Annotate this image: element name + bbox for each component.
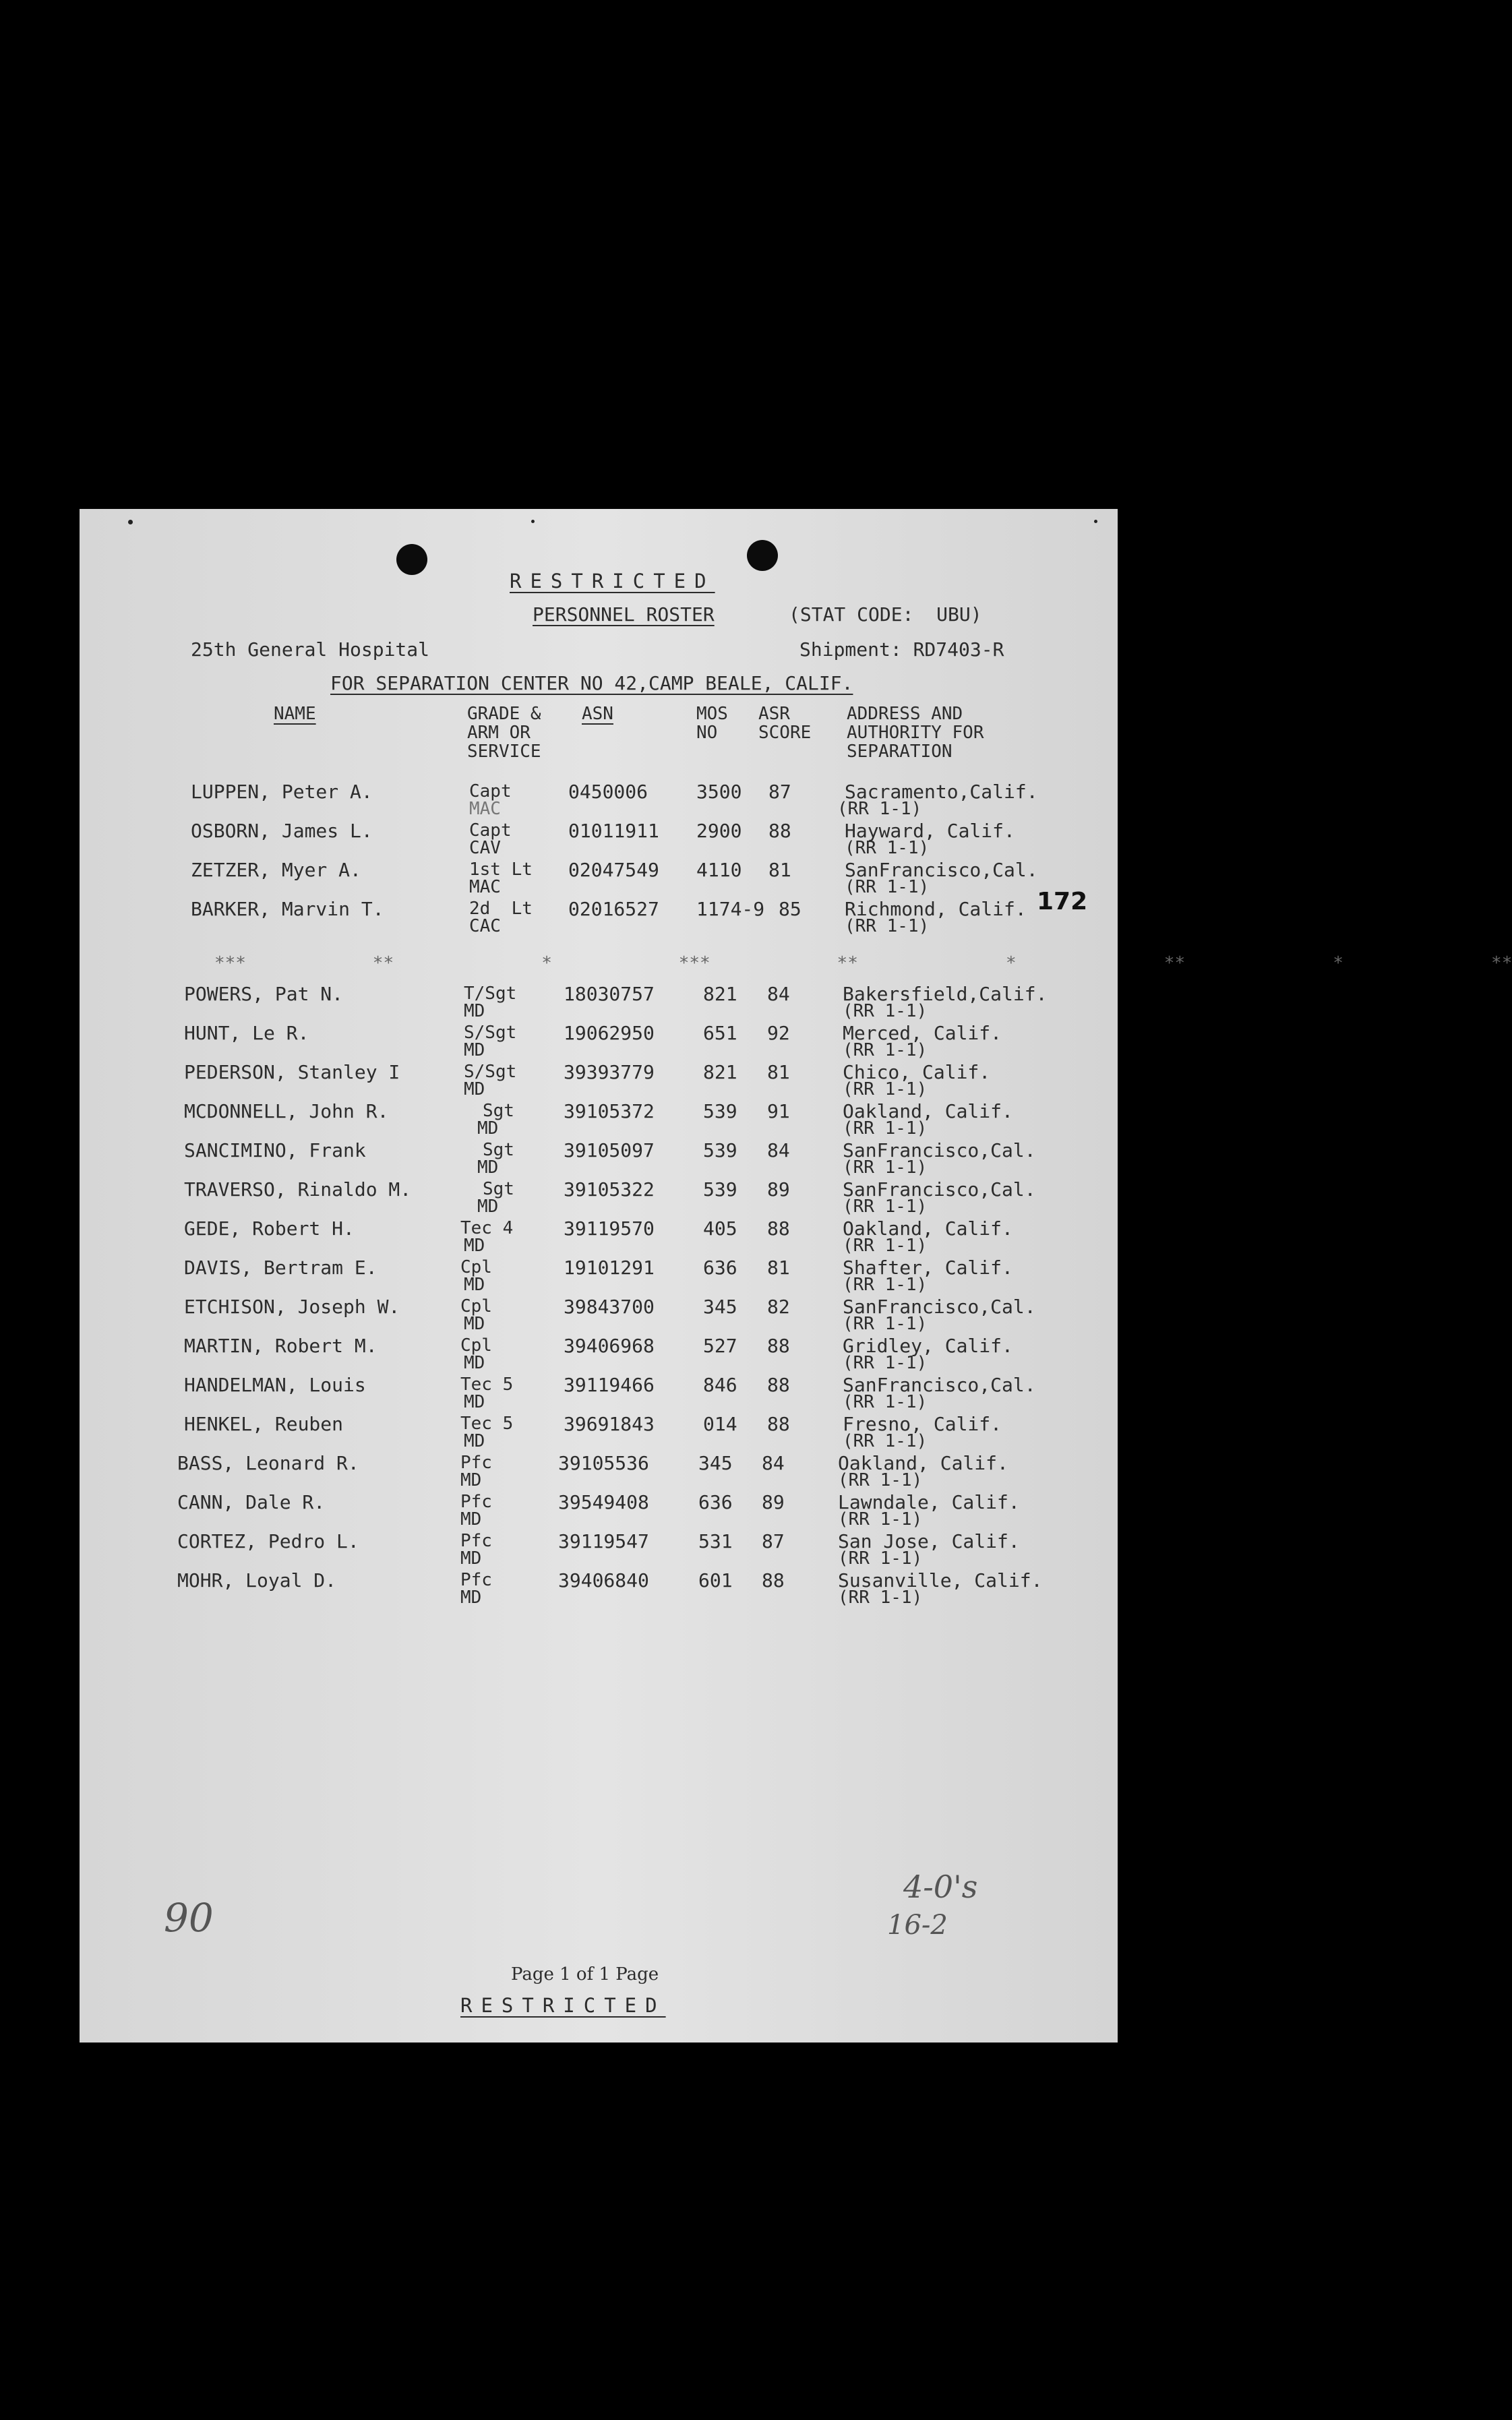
roster-name: ETCHISON, Joseph W.	[184, 1296, 400, 1318]
roster-grade: Pfc	[460, 1492, 492, 1512]
roster-grade: S/Sgt	[464, 1023, 517, 1043]
roster-authority: (RR 1-1)	[843, 1314, 928, 1334]
roster-name: LUPPEN, Peter A.	[191, 781, 373, 803]
roster-asn: 39119570	[564, 1217, 655, 1240]
roster-mos: 539	[703, 1178, 737, 1201]
roster-mos: 846	[703, 1374, 737, 1396]
roster-grade: Tec 5	[460, 1374, 514, 1395]
roster-arm: MD	[464, 1236, 485, 1256]
footer-classification: RESTRICTED	[460, 1994, 666, 2017]
roster-authority: (RR 1-1)	[838, 1509, 923, 1530]
roster-name: DAVIS, Bertram E.	[184, 1257, 377, 1279]
roster-mos: 1174-9	[696, 898, 765, 920]
roster-subtitle: PERSONNEL ROSTER	[533, 603, 715, 626]
roster-mos: 539	[703, 1139, 737, 1161]
roster-grade: 1st Lt	[469, 859, 533, 880]
roster-address: Hayward, Calif.	[845, 820, 1015, 842]
roster-asn: 39105536	[558, 1452, 649, 1474]
column-header-asn: ASN	[582, 704, 613, 724]
roster-arm: CAV	[469, 838, 501, 858]
roster-authority: (RR 1-1)	[843, 1079, 928, 1099]
roster-name: BASS, Leonard R.	[177, 1452, 359, 1474]
table-row	[80, 782, 1118, 821]
roster-mos: 527	[703, 1335, 737, 1357]
punch-mark-right	[1094, 520, 1097, 523]
roster-asr: 88	[767, 1335, 790, 1357]
roster-arm: MD	[477, 1157, 499, 1178]
table-row	[80, 1414, 1118, 1453]
roster-authority: (RR 1-1)	[843, 1197, 928, 1217]
roster-arm: MD	[464, 1314, 485, 1334]
binder-hole-right	[747, 540, 778, 571]
roster-authority: (RR 1-1)	[845, 838, 930, 858]
roster-address: Richmond, Calif.	[845, 898, 1027, 920]
roster-asr: 84	[767, 1139, 790, 1161]
roster-asn: 19101291	[564, 1257, 655, 1279]
roster-asn: 39105097	[564, 1139, 655, 1161]
roster-arm: MD	[460, 1548, 482, 1569]
roster-authority: (RR 1-1)	[838, 1587, 923, 1608]
roster-arm: MD	[464, 1040, 485, 1060]
roster-arm: MD	[464, 1275, 485, 1295]
roster-asn: 0450006	[568, 781, 648, 803]
table-row	[80, 1062, 1118, 1101]
roster-asn: 39393779	[564, 1061, 655, 1083]
roster-address: Gridley, Calif.	[843, 1335, 1013, 1357]
roster-address: Merced, Calif.	[843, 1022, 1002, 1044]
roster-name: OSBORN, James L.	[191, 820, 373, 842]
roster-address: Chico, Calif.	[843, 1061, 991, 1083]
roster-authority: (RR 1-1)	[838, 1548, 923, 1569]
column-header-address: ADDRESS AND AUTHORITY FOR SEPARATION	[847, 704, 984, 762]
margin-note-right-top: 4-0's	[903, 1869, 978, 1905]
roster-authority: (RR 1-1)	[843, 1157, 928, 1178]
roster-name: CANN, Dale R.	[177, 1491, 326, 1513]
roster-address: SanFrancisco,Cal.	[843, 1178, 1036, 1201]
roster-mos: 2900	[696, 820, 742, 842]
roster-address: Shafter, Calif.	[843, 1257, 1013, 1279]
roster-arm: CAC	[469, 916, 501, 936]
roster-grade: Cpl	[460, 1257, 492, 1277]
roster-name: PEDERSON, Stanley I	[184, 1061, 400, 1083]
roster-authority: (RR 1-1)	[843, 1118, 928, 1139]
roster-mos: 345	[698, 1452, 733, 1474]
roster-authority: (RR 1-1)	[843, 1353, 928, 1373]
roster-asn: 02047549	[568, 859, 659, 881]
binder-hole-left	[396, 544, 427, 575]
punch-mark-left	[128, 520, 133, 524]
roster-asn: 39105322	[564, 1178, 655, 1201]
roster-name: TRAVERSO, Rinaldo M.	[184, 1178, 412, 1201]
roster-grade: Capt	[469, 781, 512, 801]
column-header-grade: GRADE & ARM OR SERVICE	[467, 704, 541, 762]
roster-address: San Jose, Calif.	[838, 1530, 1020, 1552]
roster-asr: 84	[762, 1452, 785, 1474]
destination-line: FOR SEPARATION CENTER NO 42,CAMP BEALE, CALIF.	[330, 672, 853, 694]
table-row	[80, 1219, 1118, 1258]
roster-mos: 651	[703, 1022, 737, 1044]
roster-address: Oakland, Calif.	[843, 1217, 1013, 1240]
roster-arm: MAC	[469, 799, 501, 819]
roster-address: Oakland, Calif.	[843, 1100, 1013, 1122]
roster-asr: 91	[767, 1100, 790, 1122]
roster-name: HENKEL, Reuben	[184, 1413, 344, 1435]
column-header-asr: ASR SCORE	[758, 704, 812, 743]
roster-asr: 81	[767, 1257, 790, 1279]
roster-asn: 39691843	[564, 1413, 655, 1435]
roster-name: MARTIN, Robert M.	[184, 1335, 377, 1357]
roster-authority: (RR 1-1)	[845, 877, 930, 897]
roster-asr: 88	[768, 820, 791, 842]
count-stamp: 172	[1037, 888, 1088, 915]
roster-address: Lawndale, Calif.	[838, 1491, 1020, 1513]
roster-asr: 84	[767, 983, 790, 1005]
roster-mos: 539	[703, 1100, 737, 1122]
roster-arm: MD	[464, 1079, 485, 1099]
roster-grade: Sgt	[483, 1140, 514, 1160]
table-row	[80, 1023, 1118, 1062]
roster-asr: 88	[767, 1217, 790, 1240]
margin-note-left: 90	[164, 1895, 214, 1941]
roster-grade: Sgt	[483, 1179, 514, 1199]
roster-arm: MD	[464, 1001, 485, 1021]
roster-grade: Sgt	[483, 1101, 514, 1121]
page-number: Page 1 of 1 Page	[511, 1964, 659, 1985]
roster-name: MOHR, Loyal D.	[177, 1569, 337, 1592]
margin-note-right-bottom: 16-2	[887, 1910, 948, 1941]
column-header-name: NAME	[274, 704, 316, 724]
table-row	[80, 1453, 1118, 1492]
roster-mos: 821	[703, 983, 737, 1005]
roster-name: CORTEZ, Pedro L.	[177, 1530, 359, 1552]
roster-asn: 39843700	[564, 1296, 655, 1318]
roster-asn: 19062950	[564, 1022, 655, 1044]
roster-name: HANDELMAN, Louis	[184, 1374, 366, 1396]
roster-asr: 88	[762, 1569, 785, 1592]
roster-authority: (RR 1-1)	[843, 1236, 928, 1256]
roster-mos: 821	[703, 1061, 737, 1083]
table-row	[80, 1571, 1118, 1610]
roster-arm: MD	[477, 1197, 499, 1217]
roster-name: ZETZER, Myer A.	[191, 859, 361, 881]
roster-name: MCDONNELL, John R.	[184, 1100, 389, 1122]
table-row	[80, 984, 1118, 1023]
table-row	[80, 1375, 1118, 1414]
roster-arm: MD	[460, 1509, 482, 1530]
roster-asn: 01011911	[568, 820, 659, 842]
column-header-mos: MOS NO	[696, 704, 728, 743]
roster-address: SanFrancisco,Cal.	[843, 1139, 1036, 1161]
table-row	[80, 860, 1118, 899]
roster-asr: 81	[767, 1061, 790, 1083]
roster-grade: Pfc	[460, 1531, 492, 1551]
roster-authority: (RR 1-1)	[837, 799, 922, 819]
roster-address: Fresno, Calif.	[843, 1413, 1002, 1435]
roster-authority: (RR 1-1)	[843, 1275, 928, 1295]
table-row	[80, 1180, 1118, 1219]
roster-authority: (RR 1-1)	[843, 1392, 928, 1412]
roster-arm: MD	[460, 1587, 482, 1608]
roster-authority: (RR 1-1)	[843, 1431, 928, 1451]
roster-grade: Tec 5	[460, 1414, 514, 1434]
roster-name: GEDE, Robert H.	[184, 1217, 355, 1240]
document-title: RESTRICTED	[510, 570, 715, 593]
roster-address: SanFrancisco,Cal.	[845, 859, 1038, 881]
roster-asr: 92	[767, 1022, 790, 1044]
table-row	[80, 899, 1118, 938]
roster-arm: MD	[464, 1431, 485, 1451]
roster-grade: Pfc	[460, 1453, 492, 1473]
table-row	[80, 1101, 1118, 1141]
roster-asn: 39119466	[564, 1374, 655, 1396]
roster-asn: 39549408	[558, 1491, 649, 1513]
roster-address: Susanville, Calif.	[838, 1569, 1043, 1592]
table-row	[80, 1336, 1118, 1375]
roster-mos: 3500	[696, 781, 742, 803]
roster-name: HUNT, Le R.	[184, 1022, 309, 1044]
table-row	[80, 1492, 1118, 1532]
roster-name: BARKER, Marvin T.	[191, 898, 384, 920]
roster-mos: 4110	[696, 859, 742, 881]
roster-asn: 18030757	[564, 983, 655, 1005]
roster-grade: Tec 4	[460, 1218, 514, 1238]
shipment-number: Shipment: RD7403-R	[799, 638, 1004, 661]
roster-address: Bakersfield,Calif.	[843, 983, 1048, 1005]
roster-arm: MD	[464, 1353, 485, 1373]
roster-address: SanFrancisco,Cal.	[843, 1374, 1036, 1396]
roster-name: POWERS, Pat N.	[184, 983, 344, 1005]
roster-arm: MD	[460, 1470, 482, 1490]
roster-mos: 014	[703, 1413, 737, 1435]
roster-asr: 87	[768, 781, 791, 803]
punch-mark-mid	[531, 520, 535, 523]
roster-asn: 39406968	[564, 1335, 655, 1357]
stat-code: (STAT CODE: UBU)	[789, 603, 982, 626]
roster-authority: (RR 1-1)	[843, 1040, 928, 1060]
roster-asr: 89	[767, 1178, 790, 1201]
roster-grade: 2d Lt	[469, 899, 533, 919]
roster-asr: 81	[768, 859, 791, 881]
roster-asn: 39119547	[558, 1530, 649, 1552]
table-row	[80, 821, 1118, 860]
table-row	[80, 1258, 1118, 1297]
roster-authority: (RR 1-1)	[838, 1470, 923, 1490]
roster-asr: 88	[767, 1374, 790, 1396]
roster-grade: T/Sgt	[464, 984, 517, 1004]
table-row	[80, 1141, 1118, 1180]
roster-mos: 636	[703, 1257, 737, 1279]
roster-address: SanFrancisco,Cal.	[843, 1296, 1036, 1318]
roster-grade: Capt	[469, 820, 512, 841]
roster-asn: 39406840	[558, 1569, 649, 1592]
roster-asn: 02016527	[568, 898, 659, 920]
roster-address: Oakland, Calif.	[838, 1452, 1008, 1474]
roster-arm: MAC	[469, 877, 501, 897]
unit-name: 25th General Hospital	[191, 638, 430, 661]
roster-grade: S/Sgt	[464, 1062, 517, 1082]
roster-mos: 345	[703, 1296, 737, 1318]
roster-mos: 531	[698, 1530, 733, 1552]
roster-authority: (RR 1-1)	[843, 1001, 928, 1021]
roster-asn: 39105372	[564, 1100, 655, 1122]
roster-grade: Pfc	[460, 1570, 492, 1590]
table-row	[80, 1297, 1118, 1336]
table-row	[80, 1532, 1118, 1571]
roster-document	[80, 509, 1512, 2043]
roster-address: Sacramento,Calif.	[845, 781, 1038, 803]
roster-mos: 601	[698, 1569, 733, 1592]
roster-authority: (RR 1-1)	[845, 916, 930, 936]
roster-asr: 89	[762, 1491, 785, 1513]
roster-asr: 85	[779, 898, 802, 920]
section-separator: *** ** * *** ** * ** * **	[214, 953, 1512, 973]
roster-mos: 405	[703, 1217, 737, 1240]
roster-name: SANCIMINO, Frank	[184, 1139, 366, 1161]
roster-arm: MD	[477, 1118, 499, 1139]
roster-grade: Cpl	[460, 1335, 492, 1356]
roster-asr: 87	[762, 1530, 785, 1552]
roster-arm: MD	[464, 1392, 485, 1412]
roster-mos: 636	[698, 1491, 733, 1513]
roster-asr: 82	[767, 1296, 790, 1318]
roster-asr: 88	[767, 1413, 790, 1435]
roster-grade: Cpl	[460, 1296, 492, 1317]
